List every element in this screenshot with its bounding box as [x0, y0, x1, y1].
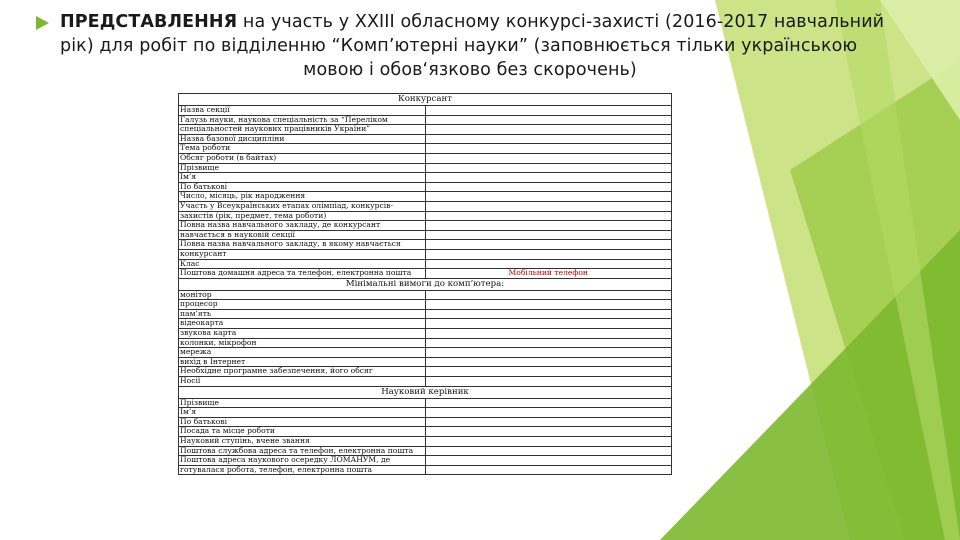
- form-row-label: вихід в Інтернет: [179, 357, 426, 367]
- form-row: [179, 144, 672, 154]
- form-row-value-cell[interactable]: [425, 348, 672, 358]
- form-row-value-cell[interactable]: [425, 319, 672, 329]
- form-row-value-cell[interactable]: [425, 259, 672, 269]
- form-body: [179, 94, 672, 475]
- form-row-value-cell[interactable]: [425, 309, 672, 319]
- form-row-value-cell[interactable]: [425, 134, 672, 144]
- form-row: [179, 290, 672, 300]
- form-row-value-cell[interactable]: [425, 230, 672, 240]
- form-row: [179, 125, 672, 135]
- form-row-value-cell[interactable]: [425, 144, 672, 154]
- form-row-label: Клас: [179, 259, 426, 269]
- form-row-value-cell[interactable]: [425, 329, 672, 339]
- form-row-label: відеокарта: [179, 319, 426, 329]
- form-row: [179, 163, 672, 173]
- section-header: Конкурсант: [179, 94, 672, 106]
- form-row: [179, 357, 672, 367]
- form-row-value-cell[interactable]: [425, 367, 672, 377]
- form-row-value-cell[interactable]: [425, 377, 672, 387]
- slide-title: [60, 10, 920, 82]
- form-row-value-cell[interactable]: [425, 163, 672, 173]
- form-row-value-cell[interactable]: [425, 221, 672, 231]
- form-row: [179, 338, 672, 348]
- form-row-value-cell[interactable]: [425, 249, 672, 259]
- form-row: [179, 437, 672, 447]
- form-row: [179, 300, 672, 310]
- form-row-value-cell[interactable]: [425, 201, 672, 211]
- form-row: [179, 398, 672, 408]
- title-line2: рік) для робіт по відділенню “Комп’ютерні науки” (заповнюється тільки українською: [60, 36, 858, 56]
- form-row-value-cell[interactable]: [425, 115, 672, 125]
- section-header: Науковий керівник: [179, 386, 672, 398]
- form-row: [179, 446, 672, 456]
- form-row-label: Повна назва навчального закладу, в якому навчається: [179, 240, 426, 250]
- form-row: [179, 408, 672, 418]
- form-row-label: процесор: [179, 300, 426, 310]
- form-row-label: пам’ять: [179, 309, 426, 319]
- form-row: [179, 465, 672, 475]
- slide-bullet-icon: [36, 16, 49, 30]
- form-row-label: колонки, мікрофон: [179, 338, 426, 348]
- form-row-label: звукова карта: [179, 329, 426, 339]
- form-row-label: захистів (рік, предмет, тема роботи): [179, 211, 426, 221]
- form-row: [179, 249, 672, 259]
- form-row-label: Посада та місце роботи: [179, 427, 426, 437]
- form-row: [179, 192, 672, 202]
- form-row-label: Прізвище: [179, 398, 426, 408]
- section-header-row: [179, 386, 672, 398]
- form-row: [179, 240, 672, 250]
- form-row: [179, 259, 672, 269]
- form-row-label: спеціальностей наукових працівників України”: [179, 125, 426, 135]
- application-form-table: [178, 93, 672, 475]
- form-row-value-cell[interactable]: [425, 211, 672, 221]
- title-line1-rest: на участь у ХХІІІ обласному конкурсі-захисті (2016-2017 навчальний: [237, 12, 885, 32]
- form-row: [179, 153, 672, 163]
- form-row: [179, 221, 672, 231]
- form-row-label: Обсяг роботи (в байтах): [179, 153, 426, 163]
- form-row-label: Ім’я: [179, 173, 426, 183]
- form-row: [179, 319, 672, 329]
- form-row-label: По батькові: [179, 182, 426, 192]
- form-row: [179, 182, 672, 192]
- form-row-label: Поштова домашня адреса та телефон, електронна пошта: [179, 269, 426, 279]
- form-row: [179, 106, 672, 116]
- form-row-value-cell[interactable]: [425, 192, 672, 202]
- form-row: [179, 115, 672, 125]
- form-row-value-cell[interactable]: [425, 437, 672, 447]
- form-row-label: Носії: [179, 377, 426, 387]
- form-row-value-cell[interactable]: [425, 240, 672, 250]
- section-header-row: [179, 278, 672, 290]
- form-row-label: Галузь науки, наукова спеціальність за “Переліком: [179, 115, 426, 125]
- form-row: [179, 230, 672, 240]
- title-line3: мовою і обов‘язково без скорочень): [303, 60, 637, 80]
- form-row-value-cell[interactable]: [425, 446, 672, 456]
- form-row: [179, 329, 672, 339]
- form-row-label: мережа: [179, 348, 426, 358]
- form-row-label: Участь у Всеукраїнських етапах олімпіад, конкурсів-: [179, 201, 426, 211]
- form-row: [179, 417, 672, 427]
- form-row-value-cell[interactable]: [425, 300, 672, 310]
- form-row-value-cell[interactable]: [425, 338, 672, 348]
- form-row-value-cell[interactable]: [425, 417, 672, 427]
- form-row-value-cell[interactable]: [425, 173, 672, 183]
- form-row-label: По батькові: [179, 417, 426, 427]
- form-row: [179, 377, 672, 387]
- form-row-value-cell[interactable]: [425, 398, 672, 408]
- form-row-value-cell[interactable]: [425, 465, 672, 475]
- form-row-value-cell[interactable]: [425, 182, 672, 192]
- form-row-label: Повна назва навчального закладу, де конкурсант: [179, 221, 426, 231]
- form-row-label: готувалася робота, телефон, електронна пошта: [179, 465, 426, 475]
- form-row: [179, 173, 672, 183]
- form-row-label: Число, місяць, рік народження: [179, 192, 426, 202]
- form-row-value-cell[interactable]: [425, 456, 672, 466]
- form-row: [179, 201, 672, 211]
- form-row-label: конкурсант: [179, 249, 426, 259]
- form-row: [179, 309, 672, 319]
- form-row-label: монітор: [179, 290, 426, 300]
- form-row-label: Прізвище: [179, 163, 426, 173]
- section-header-row: [179, 94, 672, 106]
- form-row: [179, 134, 672, 144]
- form-row-label: Назва секції: [179, 106, 426, 116]
- form-row-label: Ім’я: [179, 408, 426, 418]
- form-row-label: Тема роботи: [179, 144, 426, 154]
- section-header: Мінімальні вимоги до комп’ютера:: [179, 278, 672, 290]
- form-row: [179, 211, 672, 221]
- form-row-value-cell[interactable]: [425, 408, 672, 418]
- form-row-value-cell[interactable]: [425, 357, 672, 367]
- form-row-label: Необхідне програмне забезпечення, його обсяг: [179, 367, 426, 377]
- mobile-phone-label: Мобільний телефон: [425, 269, 672, 279]
- form-row-value-cell[interactable]: [425, 290, 672, 300]
- form-row: [179, 348, 672, 358]
- form-row-value-cell[interactable]: [425, 427, 672, 437]
- form-row-value-cell[interactable]: [425, 106, 672, 116]
- form-row-label: Поштова службова адреса та телефон, електронна пошта: [179, 446, 426, 456]
- form-row: [179, 269, 672, 279]
- form-row-label: Назва базової дисципліни: [179, 134, 426, 144]
- form-row-value-cell[interactable]: [425, 125, 672, 135]
- form-row: [179, 367, 672, 377]
- form-row-label: Поштова адреса наукового осередку ЛОМАНУМ, де: [179, 456, 426, 466]
- form-row-label: Науковий ступінь, вчене звання: [179, 437, 426, 447]
- form-row: [179, 456, 672, 466]
- title-bold: ПРЕДСТАВЛЕННЯ: [60, 12, 238, 32]
- form-row-value-cell[interactable]: [425, 153, 672, 163]
- form-row-label: навчається в науковій секції: [179, 230, 426, 240]
- form-row: [179, 427, 672, 437]
